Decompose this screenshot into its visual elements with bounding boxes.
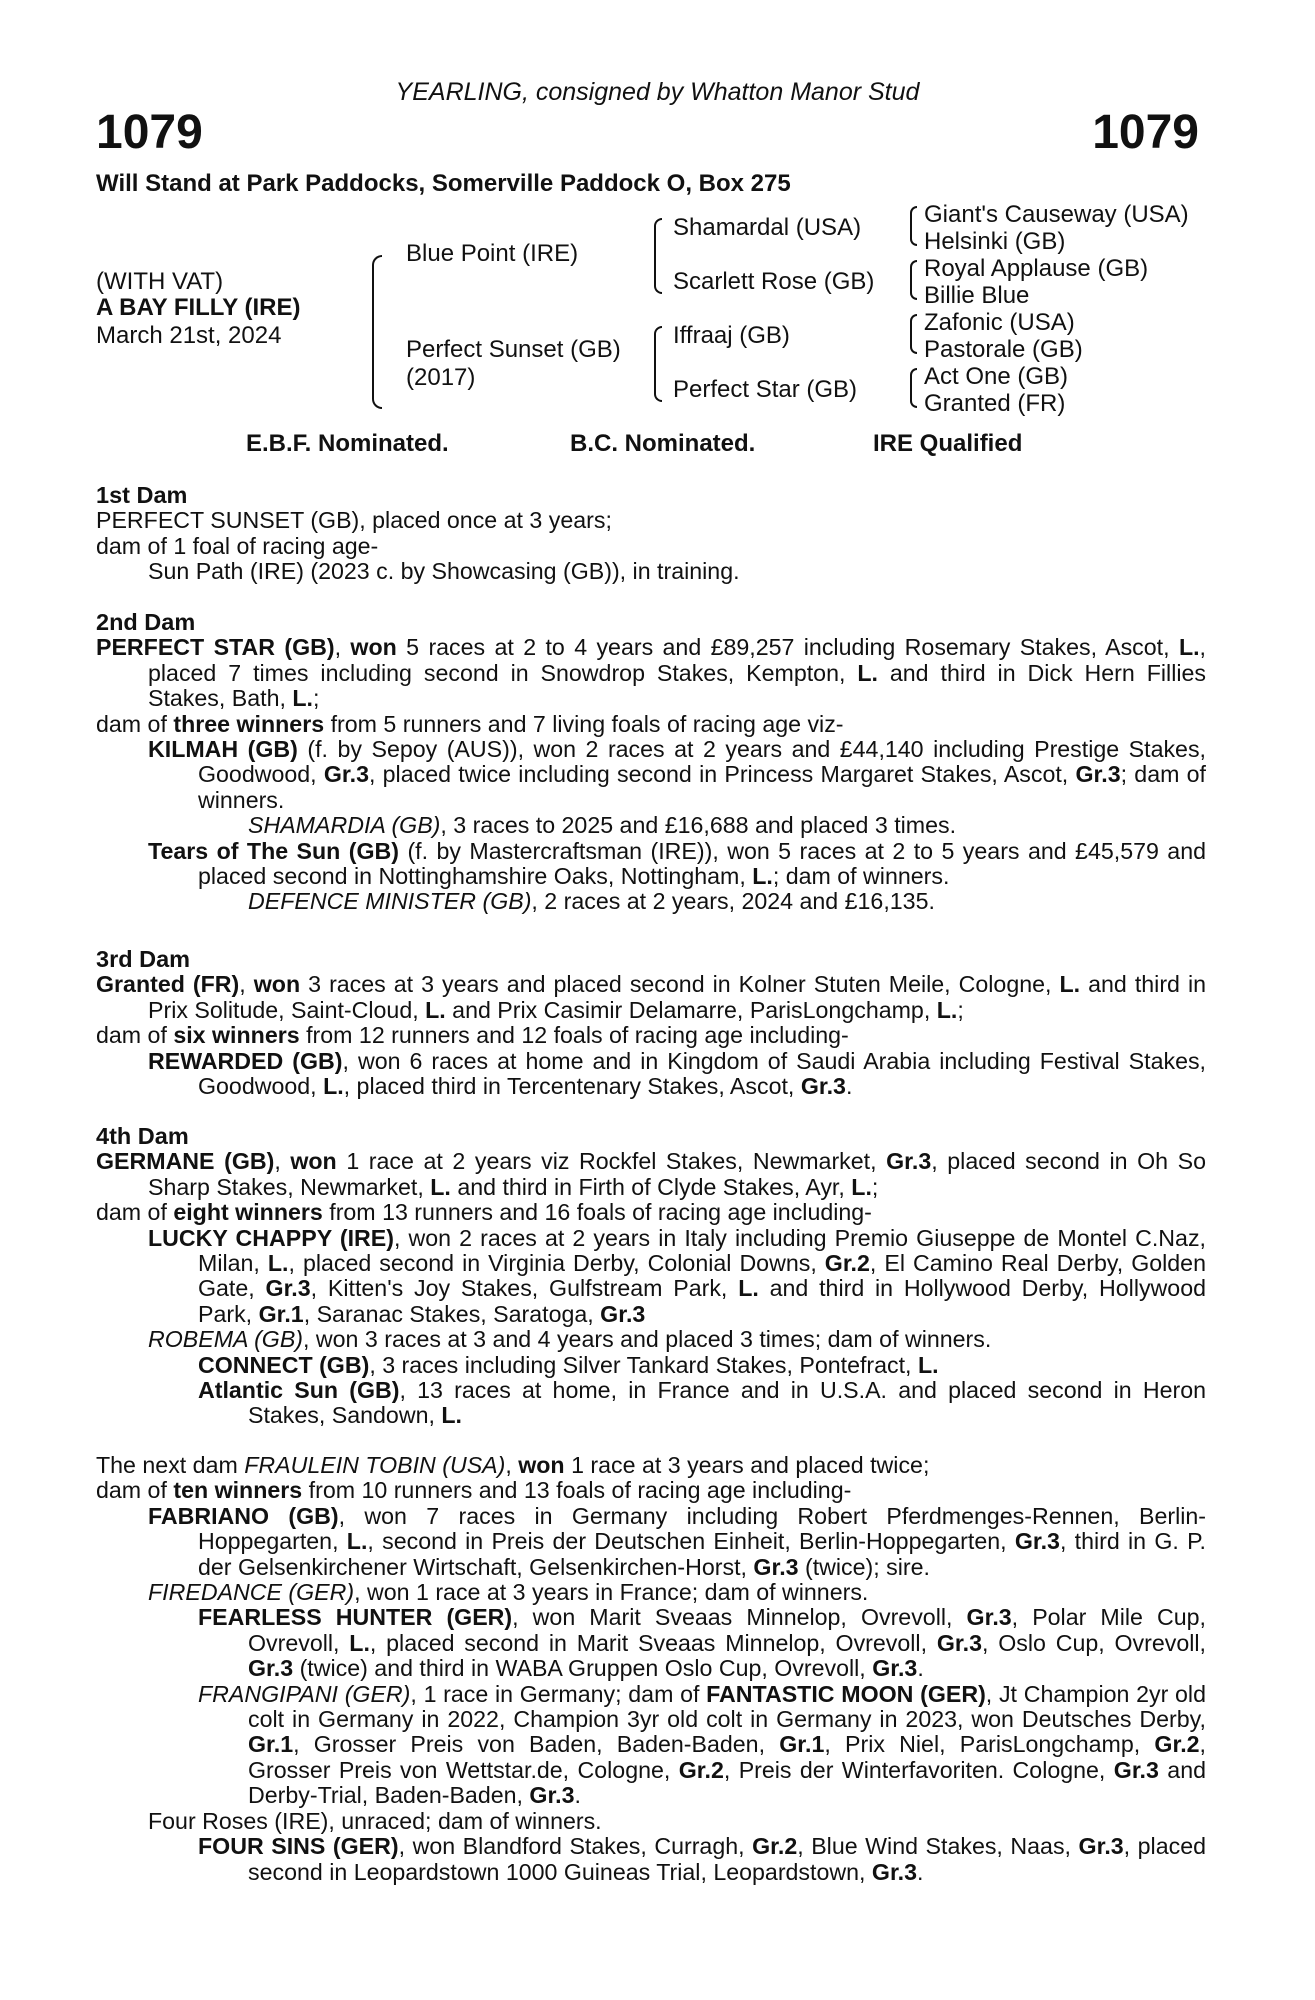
third-dam-produce-summary: [96, 1023, 1206, 1048]
listed-mark: L.: [323, 1073, 344, 1100]
fearless-hunter-entry: [96, 1605, 1206, 1681]
group-mark: Gr.2: [752, 1833, 798, 1860]
listed-mark: L.: [851, 1173, 872, 1200]
third-dam-section: [96, 947, 1206, 1099]
record-text: , 1 race in Germany; dam of: [410, 1680, 700, 1707]
sire-dam-dam: Billie Blue: [924, 282, 1030, 309]
record-text: , 2 races at 2 years, 2024 and £16,135.: [531, 888, 935, 915]
listed-mark: L.: [346, 1528, 368, 1555]
listed-mark: L.: [441, 1402, 462, 1429]
horse-name: DEFENCE MINISTER (GB): [248, 888, 532, 915]
horse-dob: March 21st, 2024: [96, 322, 282, 349]
group-mark: Gr.3: [529, 1782, 575, 1809]
group-mark: Gr.3: [753, 1553, 799, 1580]
ire-qualified: IRE Qualified: [873, 430, 1023, 457]
frangipani-entry: [96, 1682, 1206, 1809]
record-text: , Jt Champion 2yr old colt in Germany in 2022, Champion 3yr old colt in Germany in 2023, won Deutsches Derby,: [248, 1680, 1206, 1733]
bc-nomination: B.C. Nominated.: [570, 430, 756, 457]
fabriano-entry: [96, 1504, 1206, 1580]
second-dam-heading: 2nd Dam: [96, 609, 196, 635]
record-text: ; dam of winners.: [772, 863, 950, 890]
group-mark: Gr.3: [800, 1073, 846, 1100]
dam-dam-dam: Granted (FR): [924, 390, 1066, 417]
record-text: (f. by Mastercraftsman (IRE)), won 5 races at 2 to 5 years and £45,579 and placed second in Nottinghamshire Oaks, Nottingham,: [198, 837, 1206, 890]
record-text: 3 races at 3 years and placed second in Kolner Stuten Meile, Cologne,: [308, 971, 1052, 998]
record-text: , 3 races to 2025 and £16,688 and placed 3 times.: [440, 812, 957, 839]
summary-text: dam of: [96, 1477, 167, 1504]
listed-mark: L.: [1178, 634, 1200, 661]
dam-dam-sire: Act One (GB): [924, 363, 1069, 390]
record-text: .: [845, 1073, 853, 1100]
record-text: , won 6 races at home and in Kingdom of Saudi Arabia including Festival Stakes, Goodwood,: [198, 1047, 1206, 1100]
listed-mark: L.: [752, 863, 773, 890]
group-mark: Gr.1: [258, 1300, 304, 1327]
record-text: .: [917, 1655, 924, 1682]
record-text: (twice); sire.: [805, 1553, 930, 1580]
record-text: , second in Preis der Deutschen Einheit, Berlin-Hoppegarten,: [367, 1528, 1007, 1555]
summary-text: dam of: [96, 710, 167, 737]
record-text: ;: [312, 685, 320, 712]
lot-number-left: 1079: [96, 106, 203, 159]
listed-mark: L.: [936, 996, 958, 1023]
dam-year: (2017): [406, 364, 476, 391]
won-label: won: [253, 971, 301, 998]
group-mark: Gr.3: [1113, 1756, 1159, 1783]
horse-name: FRANGIPANI (GER): [198, 1680, 411, 1707]
dam-name: PERFECT STAR (GB): [96, 634, 335, 661]
connect-entry: [96, 1353, 1206, 1378]
robema-entry: [96, 1327, 1206, 1352]
record-text: ; dam of winners.: [198, 761, 1206, 813]
next-dam-record: The next dam FRAULEIN TOBIN (USA), won 1 race at 3 years and placed twice;: [96, 1452, 930, 1478]
record-text: and third in Firth of Clyde Stakes, Ayr,: [457, 1173, 845, 1200]
record-text: , placed 7 times including second in Snowdrop Stakes, Kempton,: [148, 634, 1206, 686]
group-mark: Gr.3: [1078, 1833, 1124, 1860]
record-text: , Saranac Stakes, Saratoga,: [303, 1300, 594, 1327]
brace-sire: [654, 218, 662, 294]
firedance-entry: [96, 1580, 1206, 1605]
record-text: and third in Hollywood Derby, Hollywood Park,: [198, 1275, 1206, 1327]
four-roses-entry: Four Roses (IRE), unraced; dam of winners.: [148, 1807, 602, 1834]
second-dam-produce-summary: [96, 712, 1206, 737]
first-dam-line-2: dam of 1 foal of racing age-: [96, 532, 379, 559]
shamardia-entry: [96, 813, 1206, 838]
record-text: , third in G. P. der Gelsenkirchener Wirtschaft, Gelsenkirchen-Horst,: [198, 1528, 1206, 1580]
record-text: and Prix Casimir Delamarre, ParisLongchamp,: [452, 996, 931, 1023]
horse-name: KILMAH (GB): [148, 736, 298, 763]
won-label: won: [518, 1452, 565, 1478]
record-text: (f. by Sepoy (AUS)), won 2 races at 2 years and £44,140 including Prestige Stakes, Goodwood,: [198, 736, 1206, 788]
horse-name: LUCKY CHAPPY (IRE): [148, 1224, 394, 1251]
listed-mark: L.: [349, 1629, 370, 1656]
record-text: , won Marit Sveaas Minnelop, Ovrevoll,: [512, 1604, 953, 1631]
listed-mark: L.: [857, 659, 878, 686]
dam-sire-sire: Zafonic (USA): [924, 309, 1075, 336]
record-text: , Blue Wind Stakes, Naas,: [797, 1833, 1071, 1860]
record-text: , won 7 races in Germany including Robert Pferdmenges-Rennen, Berlin-Hoppegarten,: [198, 1502, 1206, 1555]
won-label: won: [290, 1148, 337, 1175]
record-text: , Prix Niel, ParisLongchamp,: [824, 1731, 1141, 1758]
listed-mark: L.: [292, 685, 313, 712]
first-dam-section: [96, 483, 1206, 585]
group-mark: Gr.3: [600, 1300, 646, 1327]
horse-name: FANTASTIC MOON (GER): [706, 1680, 986, 1707]
group-mark: Gr.2: [678, 1756, 724, 1783]
dam-sire: Iffraaj (GB): [673, 322, 790, 349]
summary-text: from 10 runners and 13 foals of racing age including-: [308, 1477, 852, 1504]
rewarded-entry: [96, 1049, 1206, 1100]
listed-mark: L.: [1059, 971, 1081, 998]
brace-dam: [654, 326, 662, 402]
third-dam-heading: 3rd Dam: [96, 946, 191, 972]
winners-count: ten winners: [173, 1477, 303, 1504]
dam-name: GERMANE (GB): [96, 1148, 275, 1175]
winners-count: three winners: [173, 710, 325, 737]
record-text: 1 race at 2 years viz Rockfel Stakes, Newmarket,: [346, 1148, 877, 1175]
brace-ss: [910, 206, 917, 246]
fourth-dam-produce-summary: [96, 1200, 1206, 1225]
sire-sire: Shamardal (USA): [673, 214, 862, 241]
listed-mark: L.: [425, 996, 446, 1023]
horse-name: FOUR SINS (GER): [198, 1833, 399, 1860]
won-label: won: [350, 634, 397, 661]
third-dam-record: Granted (FR), won 3 races at 3 years and placed second in Kolner Stuten Meile, Cologne, L. and third in Prix Solitude, Saint-Cloud, L. and Prix Casimir Delamarre, ParisLongchamp, L.;: [96, 971, 1207, 1023]
brace-sd: [910, 260, 917, 300]
record-text: , Grosser Preis von Wettstar.de, Cologne,: [248, 1731, 1206, 1783]
fourth-dam-heading: 4th Dam: [96, 1123, 189, 1149]
horse-name: Tears of The Sun (GB): [148, 837, 400, 864]
horse-name: SHAMARDIA (GB): [248, 812, 441, 839]
first-dam-heading: 1st Dam: [96, 482, 188, 508]
record-text: , Grosser Preis von Baden, Baden-Baden,: [293, 1731, 766, 1758]
record-text: .: [574, 1782, 581, 1809]
record-text: 1 race at 3 years and placed twice;: [571, 1452, 930, 1478]
record-text: , placed third in Tercentenary Stakes, Ascot,: [343, 1073, 795, 1100]
record-text: The next dam: [96, 1452, 238, 1478]
tears-of-the-sun-entry: [96, 839, 1206, 890]
record-text: , Kitten's Joy Stakes, Gulfstream Park,: [310, 1275, 728, 1302]
sire: Blue Point (IRE): [406, 240, 579, 267]
record-text: 5 races at 2 to 4 years and £89,257 including Rosemary Stakes, Ascot,: [406, 634, 1170, 661]
listed-mark: L.: [917, 1351, 939, 1378]
listed-mark: L.: [738, 1275, 759, 1302]
next-dam-produce-summary: [96, 1478, 1206, 1503]
group-mark: Gr.3: [1014, 1528, 1060, 1555]
defence-minister-entry: [96, 889, 1206, 914]
record-text: , Oslo Cup, Ovrevoll,: [981, 1629, 1206, 1656]
horse-name: ROBEMA (GB): [148, 1326, 304, 1353]
record-text: , won 1 race at 3 years in France; dam of winners.: [354, 1579, 869, 1606]
dam-sire-dam: Pastorale (GB): [924, 336, 1083, 363]
group-mark: Gr.3: [265, 1275, 311, 1302]
horse-name: FABRIANO (GB): [148, 1502, 339, 1529]
record-text: , placed second in Oh So Sharp Stakes, Newmarket,: [148, 1148, 1207, 1200]
fourth-dam-section: [96, 1124, 1206, 1429]
record-text: , won Blandford Stakes, Curragh,: [398, 1833, 745, 1860]
record-text: , won 3 races at 3 and 4 years and placed 3 times; dam of winners.: [303, 1326, 992, 1353]
record-text: , 13 races at home, in France and in U.S.A. and placed second in Heron Stakes, Sandown,: [248, 1377, 1206, 1429]
dam-name: Granted (FR): [96, 971, 240, 998]
record-text: , El Camino Real Derby, Golden Gate,: [198, 1250, 1206, 1302]
record-text: , won 2 races at 2 years in Italy including Premio Giuseppe de Montel C.Naz, Milan,: [198, 1224, 1206, 1277]
brace-ds: [910, 314, 917, 354]
ebf-nomination: E.B.F. Nominated.: [246, 430, 449, 457]
record-text: , Preis der Winterfavoriten. Cologne,: [723, 1756, 1106, 1783]
group-mark: Gr.3: [248, 1655, 294, 1682]
record-text: , placed second in Leopardstown 1000 Guineas Trial, Leopardstown,: [248, 1833, 1206, 1885]
record-text: , placed second in Virginia Derby, Colonial Downs,: [288, 1250, 817, 1277]
group-mark: Gr.1: [248, 1731, 294, 1758]
record-text: (twice) and third in WABA Gruppen Oslo Cup, Ovrevoll,: [299, 1655, 866, 1682]
record-text: , placed second in Marit Sveaas Minnelop, Ovrevoll,: [369, 1629, 928, 1656]
first-dam-foal: Sun Path (IRE) (2023 c. by Showcasing (GB)), in training.: [148, 558, 740, 585]
group-mark: Gr.3: [871, 1858, 918, 1885]
group-mark: Gr.1: [779, 1731, 825, 1758]
horse-name: Atlantic Sun (GB): [198, 1377, 400, 1404]
sire-dam-sire: Royal Applause (GB): [924, 255, 1149, 282]
group-mark: Gr.3: [1075, 761, 1121, 788]
four-sins-entry: [96, 1834, 1206, 1885]
sire-dam: Scarlett Rose (GB): [673, 268, 875, 295]
record-text: and Derby-Trial, Baden-Baden,: [248, 1756, 1206, 1809]
record-text: ;: [957, 996, 964, 1023]
dam-name: FRAULEIN TOBIN (USA): [244, 1452, 506, 1478]
record-text: and third in Dick Hern Fillies Stakes, Bath,: [148, 659, 1206, 712]
summary-text: dam of: [96, 1022, 167, 1049]
dam: Perfect Sunset (GB): [406, 336, 621, 363]
group-mark: Gr.3: [936, 1629, 982, 1656]
record-text: .: [917, 1858, 924, 1885]
summary-text: from 12 runners and 12 foals of racing age including-: [306, 1022, 849, 1049]
first-dam-line-1: PERFECT SUNSET (GB), placed once at 3 years;: [96, 507, 612, 534]
second-dam-record: PERFECT STAR (GB), won 5 races at 2 to 4 years and £89,257 including Rosemary Stakes, Ascot, L., placed 7 times including second in Snowdrop Stakes, Kempton, L. and third in Dick Hern Fillies Stakes, Bath, L.;: [96, 634, 1206, 712]
second-dam-section: [96, 610, 1206, 915]
group-mark: Gr.2: [1154, 1731, 1200, 1758]
lucky-chappy-entry: [96, 1226, 1206, 1328]
record-text: ;: [871, 1173, 879, 1200]
record-text: , placed twice including second in Princess Margaret Stakes, Ascot,: [368, 761, 1069, 788]
horse-name: A BAY FILLY (IRE): [96, 294, 301, 321]
listed-mark: L.: [430, 1173, 451, 1200]
summary-text: dam of: [96, 1199, 167, 1226]
summary-text: from 5 runners and 7 living foals of racing age viz-: [330, 710, 844, 737]
group-mark: Gr.3: [872, 1655, 918, 1682]
kilmah-entry: [96, 737, 1206, 813]
horse-name: FIREDANCE (GER): [148, 1579, 355, 1606]
record-text: , 3 races including Silver Tankard Stakes, Pontefract,: [369, 1351, 912, 1378]
brace-dd: [910, 368, 917, 408]
vat-note: (WITH VAT): [96, 268, 224, 295]
record-text: and third in Prix Solitude, Saint-Cloud,: [148, 971, 1207, 1023]
winners-count: six winners: [173, 1022, 300, 1049]
group-mark: Gr.3: [966, 1604, 1012, 1631]
horse-name: FEARLESS HUNTER (GER): [198, 1604, 513, 1631]
group-mark: Gr.3: [886, 1148, 932, 1175]
fourth-dam-record: GERMANE (GB), won 1 race at 2 years viz Rockfel Stakes, Newmarket, Gr.3, placed second in Oh So Sharp Stakes, Newmarket, L. and third in Firth of Clyde Stakes, Ayr, L.;: [96, 1148, 1207, 1200]
horse-name: CONNECT (GB): [198, 1351, 370, 1378]
next-dam-section: [96, 1453, 1206, 1885]
sire-sire-dam: Helsinki (GB): [924, 228, 1066, 255]
stand-location: Will Stand at Park Paddocks, Somerville Paddock O, Box 275: [96, 170, 791, 197]
group-mark: Gr.2: [824, 1250, 870, 1277]
group-mark: Gr.3: [323, 761, 369, 788]
record-text: , Polar Mile Cup, Ovrevoll,: [248, 1604, 1206, 1656]
lot-number-right: 1079: [1092, 106, 1199, 159]
horse-name: REWARDED (GB): [148, 1047, 343, 1074]
winners-count: eight winners: [173, 1199, 323, 1226]
atlantic-sun-entry: [96, 1378, 1206, 1429]
sire-sire-sire: Giant's Causeway (USA): [924, 201, 1189, 228]
dam-dam: Perfect Star (GB): [673, 376, 858, 403]
summary-text: from 13 runners and 16 foals of racing age including-: [329, 1199, 872, 1226]
listed-mark: L.: [267, 1250, 289, 1277]
consignment-line: YEARLING, consigned by Whatton Manor Stud: [395, 78, 920, 106]
brace-main: [372, 255, 382, 409]
